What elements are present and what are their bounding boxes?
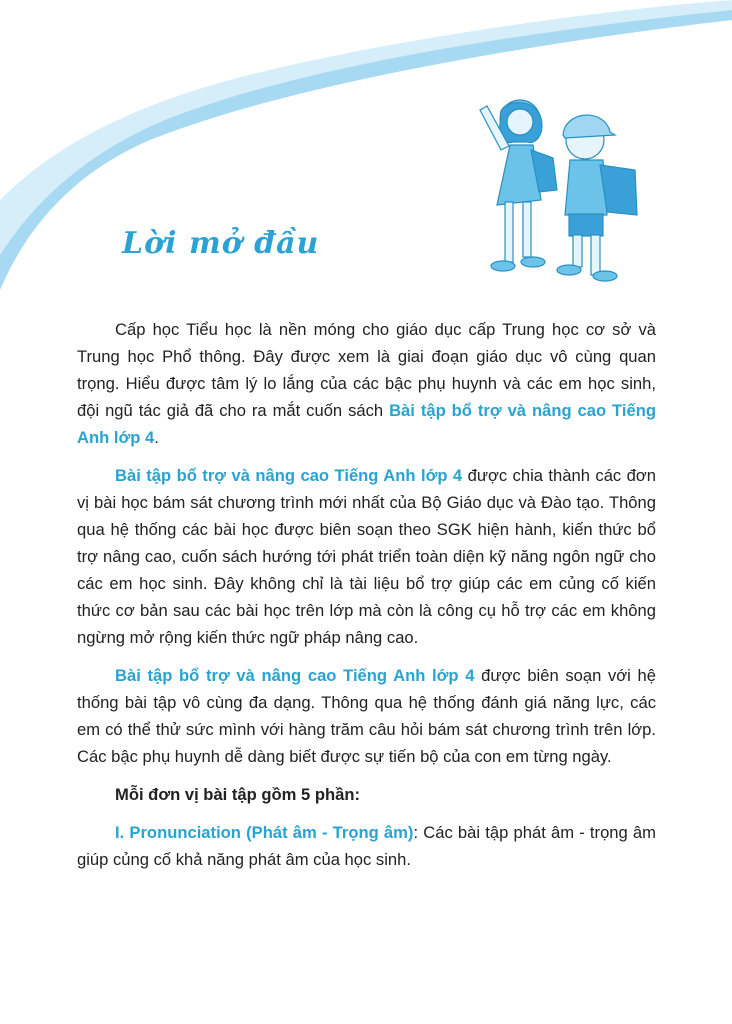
paragraph-end: . xyxy=(154,428,159,447)
preface-body xyxy=(77,316,656,884)
paragraph-4-heading: Mỗi đơn vị bài tập gồm 5 phần: xyxy=(115,785,361,804)
paragraph-1 xyxy=(77,316,656,451)
book-title-highlight: Bài tập bổ trợ và nâng cao Tiếng Anh lớp 4 xyxy=(77,401,656,447)
paragraph-5 xyxy=(77,819,656,873)
paragraph-text: : Các bài tập phát âm - trọng âm giúp củng cố khả năng phát âm của học sinh. xyxy=(77,823,656,869)
paragraph-text: Cấp học Tiểu học là nền móng cho giáo dục cấp Trung học cơ sở và Trung học Phổ thông. Đây được xem là giai đoạn giáo dục vô cùng quan trọng. Hiểu được tâm lý lo lắng của các bậc phụ huynh và các em học sinh, đội ngũ tác giả đã cho ra mắt cuốn sách xyxy=(77,320,656,420)
paragraph-text: được chia thành các đơn vị bài học bám sát chương trình mới nhất của Bộ Giáo dục và Đào tạo. Thông qua hệ thống các bài học được biên soạn theo SGK hiện hành, kiến thức bổ trợ nâng cao, cuốn sách hướng tới phát triển toàn diện kỹ năng ngôn ngữ cho các em học sinh. Đây không chỉ là tài liệu bổ trợ giúp các em củng cố kiến thức cơ bản sau các bài học trên lớp mà còn là công cụ hỗ trợ các em không ngừng mở rộng kiến thức ngữ pháp nâng cao. xyxy=(77,466,656,647)
paragraph-3 xyxy=(77,662,656,770)
paragraph-text: được biên soạn với hệ thống bài tập vô cùng đa dạng. Thông qua hệ thống đánh giá năng lực, các em có thể thử sức mình với hàng trăm câu hỏi bám sát chương trình trên lớp. Các bậc phụ huynh dễ dàng biết được sự tiến bộ của con em từng ngày. xyxy=(77,666,656,766)
section-label-highlight: I. Pronunciation (Phát âm - Trọng âm) xyxy=(115,823,414,842)
page-title: Lời mở đầu xyxy=(122,226,320,261)
book-title-highlight: Bài tập bổ trợ và nâng cao Tiếng Anh lớp 4 xyxy=(115,666,475,685)
paragraph-2 xyxy=(77,462,656,651)
children-illustration xyxy=(465,90,650,285)
book-title-highlight: Bài tập bổ trợ và nâng cao Tiếng Anh lớp 4 xyxy=(115,466,463,485)
